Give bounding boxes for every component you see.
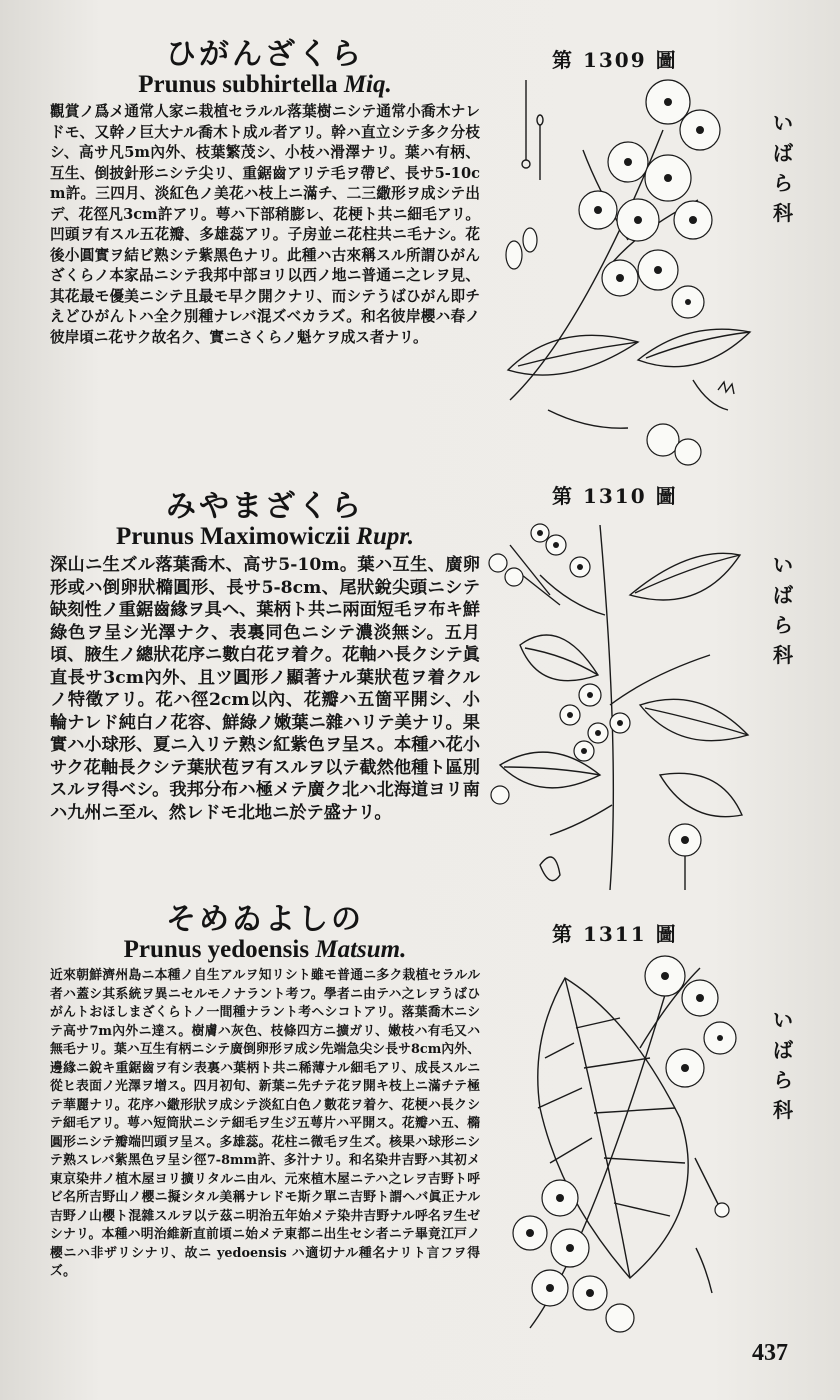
botanical-illustration-1311 — [470, 948, 750, 1338]
botanical-illustration-1310 — [480, 505, 765, 895]
latin-author: Miq. — [343, 71, 392, 98]
entry-title-latin: Prunus Maximowiczii Rupr. — [116, 523, 414, 550]
figure-label: 第 1309 圖 — [552, 48, 678, 72]
entry-higanzakura — [50, 38, 480, 348]
figure-label: 第 1311 圖 — [552, 922, 678, 946]
entry-someiyoshino — [50, 903, 480, 1282]
latin-author: Rupr. — [356, 523, 414, 550]
entry-title-latin: Prunus subhirtella Miq. — [138, 71, 392, 98]
botanical-illustration-1309 — [488, 70, 758, 470]
page-number: 437 — [752, 1340, 788, 1366]
entry-miyamazakura — [50, 490, 480, 824]
figure-label: 第 1310 圖 — [552, 484, 678, 508]
entry-description: 深山ニ生ズル落葉喬木、高サ5-10m。葉ハ互生、廣卵形或ハ倒卵狀橢圓形、長サ5-8cm、尾狀銳尖頭ニシテ缺刻性ノ重鋸齒緣ヲ具ヘ、葉柄ト共ニ兩面短毛ヲ布キ鮮綠色ヲ呈シ光澤ナク、表裏同色ニシテ濃淡無シ。五月頃、腋生ノ總狀花序ニ數白花ヲ着ク。花軸ハ長クシテ眞直長サ3cm內外、且ツ圓形ノ顯著ナル葉狀苞ヲ着クルノ特徵アリ。花ハ徑2cm以內、花瓣ハ五箇平開シ、小輪ナレド純白ノ花容、鮮綠ノ嫩葉ニ雜ハリテ美ナリ。果實ハ小球形、夏ニ入リテ熟シ紅紫色ヲ呈ス。本種ハ花小サク花軸長クシテ葉狀苞ヲ有スルヲ以テ截然他種ト區別スルヲ得ベシ。我邦分布ハ極メテ廣ク北ハ北海道ヨリ南ハ九州ニ至ル、然レドモ北地ニ於テ盛ナリ。 — [50, 555, 480, 823]
latin-author: Matsum. — [315, 936, 407, 963]
entry-title-jp: ひがんざくら — [166, 37, 364, 72]
family-label: い ば ら 科 — [773, 1008, 793, 1122]
entry-description: 近來朝鮮濟州島ニ本種ノ自生アルヲ知リシト雖モ普通ニ多ク栽植セラルル者ハ蓋シ其系統ヲ異ニセルモノナラント考フ。學者ニ由テハ之レヲうばひがんトおほしまざくらトノ一間種ナラント考ヘシコトアリ。落葉喬木ニシテ高サ7m內外ニ達ス。樹膚ハ灰色、枝條四方ニ擴ガリ、嫩枝ハ有毛又ハ無毛ナリ。葉ハ互生有柄ニシテ廣倒卵形ヲ成シ先端急尖シ長サ8cm內外、邊緣ニ銳キ重鋸齒ヲ有シ表裏ハ葉柄ト共ニ稀薄ナル細毛アリ、成長スルニ從ヒ表面ノ光澤ヲ增ス。四月初旬、新葉ニ先チテ花ヲ開キ枝上ニ滿チテ極テ華麗ナリ。花序ハ繖形狀ヲ成シテ淡紅白色ノ數花ヲ着ケ、花梗ハ長クシテ細毛アリ。萼ハ短筒狀ニシテ細毛ヲ生ジ五萼片ハ平開ス。花瓣ハ五、橢圓形ニシテ瓣端凹頭ヲ呈ス。多雄蕊。花柱ニ微毛ヲ生ズ。核果ハ球形ニシテ熟スレバ紫黑色ヲ呈シ徑7-8mm許、多汁ナリ。和名染井吉野ハ其初メ東京染井ノ植木屋ヨリ擴リタルニ由ル、元來植木屋ニテハ之レヲ吉野ト呼ビ名所吉野山ノ櫻ニ擬シタル美稱ナレドモ斯ク單ニ吉野ト謂ヘバ眞正ナル吉野ノ山櫻ト混雜スルヲ以テ茲ニ明治五年始メテ染井吉野ナル呼名ヲ生ゼシナリ。本種ハ明治維新直前頃ニ始メテ東都ニ出生セシ者ニテ畢竟江戸ノ櫻ニハ非ザリシナリ、故ニ yedoensis ハ適切ナル種名ナリト言フヲ得ズ。 — [50, 968, 480, 1279]
family-label: い ば ら 科 — [773, 553, 793, 667]
entry-description: 觀賞ノ爲メ通常人家ニ栽植セラルル落葉樹ニシテ通常小喬木ナレドモ、又幹ノ巨大ナル喬木ト成ル者アリ。幹ハ直立シテ多ク分枝シ、高サ凡5m內外、枝葉繁茂シ、小枝ハ滑澤ナリ。葉ハ有柄、互生、倒披針形ニシテ尖リ、重鋸齒アリテ毛ヲ帶ビ、長サ5-10cm許。三四月、淡紅色ノ美花ハ枝上ニ滿チ、二三繖形ヲ成シテ出デ、花徑凡3cm許アリ。萼ハ下部稍膨レ、花梗ト共ニ細毛アリ。凹頭ヲ有スル五花瓣、多雄蕊アリ。子房並ニ花柱共ニ毛ナシ。花後小圓實ヲ結ビ熟シテ紫黑色ナリ。此種ハ古來稱スル所謂ひがんざくらノ本家品ニシテ我邦中部ヨリ以西ノ地ニ普通ニ之レヲ見、其花最モ優美ニシテ且最モ早ク開クナリ、而シテうばひがん即チえどひがんトハ全ク別種ナレバ混ズベカラズ。和名彼岸櫻ハ春ノ彼岸頃ニ花サク故名ク、實ニさくらノ魁ケヲ成ス者ナリ。 — [50, 103, 480, 346]
entry-title-jp: みやまざくら — [166, 489, 364, 524]
entry-title-latin: Prunus yedoensis Matsum. — [123, 936, 407, 963]
entry-title-jp: そめゐよしの — [166, 902, 364, 937]
family-label: い ば ら 科 — [773, 111, 793, 225]
